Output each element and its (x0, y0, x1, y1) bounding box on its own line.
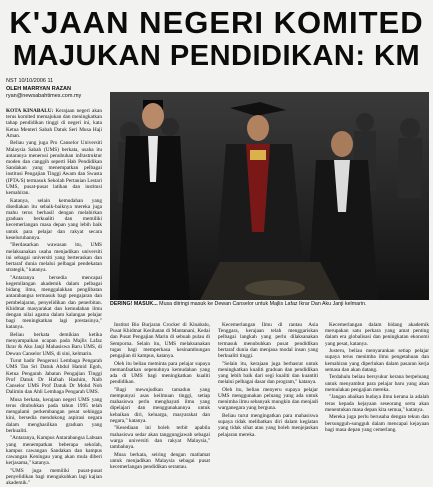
photo-illustration (110, 92, 429, 300)
article-paragraph (325, 348, 429, 373)
article-column-4 (325, 322, 429, 476)
paragraph-text: Katanya, selain kemudahan yang disediakan itu sebaik-baiknya mereka juga mahu terus berhasil dengan melahirkan graduan berkualiti dan memiliki kecemerlangan masa depan yang lebih baik untuk para pelajar dan rakyat secara keseluruhannya. (6, 197, 102, 241)
paragraph-text: Musa berkata, seiring dengan matlamat untuk menjadikan Malaysia sebagai pusat kecemerlangan pendidikan serantau. (110, 451, 210, 471)
paragraph-text: "Berdasarkan wawasan itu, UMS melaksanakan usaha menjadikan universiti ini sebagai universiti yang berteraskan dan bertaraf dunia melalui pelbagai pendekatan strategik," katanya. (6, 242, 102, 274)
news-photo (110, 92, 429, 300)
article-paragraph (6, 198, 102, 241)
article-paragraph (218, 387, 318, 412)
paragraph-text: "UMS juga memiliki pusat-pusat penyelidikan bagi mengukuhkan lagi kajian akademik." (6, 467, 102, 487)
paragraph-text: Beliau berkata demikian ketika menyampaikan ucapan pada Majlis Lafaz Ikrar & Aku Janji Mahasiswa Baru UMS, di Dewan Canselor UMS, di sini, kelmarin. (6, 332, 102, 357)
paragraph-text: Kecemerlangan Ilmu di rantau Asia Tenggara, kerajaan telah menggariskan pelbagai langkah yang perlu dilaksanakan termasuk menubuhkan pusat pendidikan bertaraf dunia dan menjana modal insan yang berkualiti tinggi. (218, 322, 318, 360)
paragraph-text: Beliau turut mengingatkan para mahasiswa supaya tidak melibatkan diri dalam kegiatan yang tidak sihat atau yang boleh menjejaskan pelajaran mereka. (218, 413, 318, 438)
headline-line-2: MAJUKAN PENDIDIKAN: KM (12, 40, 421, 72)
edition-page: 11 (47, 78, 54, 84)
byline-author: OLEH MARRYAN RAZAN (6, 86, 71, 92)
paragraph-text: Mereka juga perlu berusaha dengan tekun dan bersungguh-sungguh dalam mencapai kejayaan bagi masa depan yang cemerlang. (325, 414, 429, 433)
article-paragraph (110, 387, 210, 424)
paragraph-text: Kerajaan negeri akan terus komited memajukan dan meningkatkan tahap pendidikan tinggi di negeri ini, kata Ketua Menteri Sabah Datuk Seri Musa Haji Aman. (6, 108, 102, 139)
article-paragraph (6, 468, 102, 487)
article-paragraph (110, 361, 210, 386)
article-paragraph (6, 108, 102, 139)
paragraph-text: "Bagi mewujudkan tamadun yang mempunyai asas keilmuan tinggi, setiap mahasiswa perlu menghayati ilmu yang dipelajari dan menggunakannya untuk kebaikan diri, keluarga, masyarakat dan negara," katanya. (110, 386, 210, 424)
article-paragraph (6, 242, 102, 273)
article-paragraph (6, 358, 102, 395)
paragraph-text: Beliau yang juga Pro Canselor Universiti Malaysia Sabah (UMS) berkata, usaha itu antaranya menerusi penubuhan infrastruktur moden dan canggih seperti Hab Pendidikan Sandakan yang menempatkan pelbagai institusi Pengajian Tinggi Awam dan Swasta (IPTA/S) termasuk Sekolah Pertanian Lestari UMS, pusat-pusat latihan dan institusi kemahiran. (6, 140, 102, 197)
article-paragraph (6, 275, 102, 331)
article-paragraph (218, 413, 318, 438)
article-paragraph (110, 322, 210, 359)
article-paragraph (218, 322, 318, 359)
paragraph-text: Justeru, beliau menyarankan setiap pelajar supaya terus menimba ilmu pengetahuan dan kemahiran yang diperlukan dalam pasaran kerja semasa dan akan datang. (325, 348, 429, 373)
caption-text: Musa diiringi masuk ke Dewan Canselor untuk Majlis Lafaz Ikrar Dan Aku Janji kelmarin. (159, 301, 367, 307)
paragraph-text: Turut hadir Pengerusi Lembaga Pengarah UMS Tan Sri Datuk Abdul Hamid Egoh, Ketua Pengarah Jabatan Pengajian Tinggi Prof Datuk Dr Hafsah Hashim, Naib Canselor UMS Prof Datuk Dr Mohd Noh Dalimin dan Ahli Lembaga Pengarah UMS. (6, 358, 102, 396)
article-column-2 (110, 322, 210, 476)
paragraph-text: "Antaranya, Kampus Antarabangsa Labuan yang menempatkan beberapa sekolah, kampus cawangan Sandakan dan kampus cawangan Keningau yang akan mula diberi kerjasama," katanya. (6, 435, 102, 467)
caption-lead: DERING! MASUK... (110, 301, 158, 307)
paragraph-text: Institut Bio Burjaran Crocker di Kinabalu, Pusat Khidmat Kesihatan di Mantanani, Kedai dan Pusat Pengajian Marin di sebuah pulau di Semporna. Selain itu, UMS melaksanakan tugas bagi memperkasa kesinambungan pengajian di kampus, katanya. (110, 322, 210, 360)
article-paragraph (6, 397, 102, 434)
article-paragraph (6, 140, 102, 196)
edition-date: 10/10/2006 (18, 78, 46, 84)
paragraph-text: Terdahulu beliau bersyukur kerana berpeluang untuk menyambut para pelajar baru yang akan memulakan pengajian mereka. (325, 374, 429, 393)
headline-line-1: K'JAAN NEGERI KOMITED (9, 5, 424, 40)
edition-name: NST (6, 78, 17, 84)
article-paragraph (6, 332, 102, 357)
paragraph-text: "Jangan abaikan budaya ilmu kerana ia adalah teras kepada kejayaan seseorang serta akan menentukan masa depan kita semua," katanya. (325, 394, 429, 413)
edition-meta (6, 78, 53, 85)
paragraph-text: Oleh itu, beliau menyeru supaya pelajar UMS menggunakan peluang yang ada untuk menimba ilmu sebanyak mungkin dan menjadi warganegara yang berguna. (218, 386, 318, 412)
article-paragraph (6, 435, 102, 466)
article-paragraph (110, 425, 210, 450)
article-paragraph (218, 361, 318, 386)
paragraph-text: Kecemerlangan dalam bidang akademik merupakan satu perkara yang amat penting dalam era globalisasi dan peningkatan ekonomi yang pesat, katanya. (325, 322, 429, 347)
article-column-1 (6, 108, 102, 487)
paragraph-text: "Kesediaan ini boleh terbit apabila mahasiswa sedar akan tanggungjawab sebagai warga universiti dan rakyat Malaysia," tambahnya. (110, 425, 210, 451)
dateline: KOTA KINABALU: (6, 108, 54, 114)
article-column-3 (218, 322, 318, 476)
paragraph-text: "Antaranya bersedia mencapai kegemilangan akademik dalam pelbagai bidang ilmu, menggalakkan penglibatan antarabangsa termasuk bagi pengajaran dan pembelajaran, penyelidikan dan penerbitan. Khidmat masyarakat dan kemudahan ilmu dengan nilai agama dalam kalangan pelajar bagi meningkatkan lagi prestasinya," katanya. (6, 274, 102, 331)
article-paragraph (325, 322, 429, 347)
article-paragraph (110, 452, 210, 471)
photo-caption (110, 301, 429, 307)
paragraph-text: Oleh itu beliau meminta para pelajar supaya memanfaatkan sepenuhnya kemudahan yang ada di UMS bagi meningkatkan kualiti pendidikan. (110, 360, 210, 386)
paragraph-text: "Selain itu, kerajaan juga berhasrat untuk meningkatkan kualiti graduan dan pendidikan yang lebih baik dari segi kualiti dan kuantiti melalui pelbagai dasar dan program," katanya. (218, 360, 318, 386)
article-paragraph (325, 374, 429, 393)
article-paragraph (325, 394, 429, 413)
article-paragraph (325, 414, 429, 433)
byline-email: ryan@newsabahtimes.com.my (6, 93, 82, 99)
paragraph-text: Musa berkata, kerajaan negeri UMS yang terus ditubuhkan pada tahun 1995 telah mengalami perkembangan pesat sehingga kini, bersedia mendokong aspirasi negara dalam menghasilkan graduan yang berkualiti. (6, 396, 102, 434)
